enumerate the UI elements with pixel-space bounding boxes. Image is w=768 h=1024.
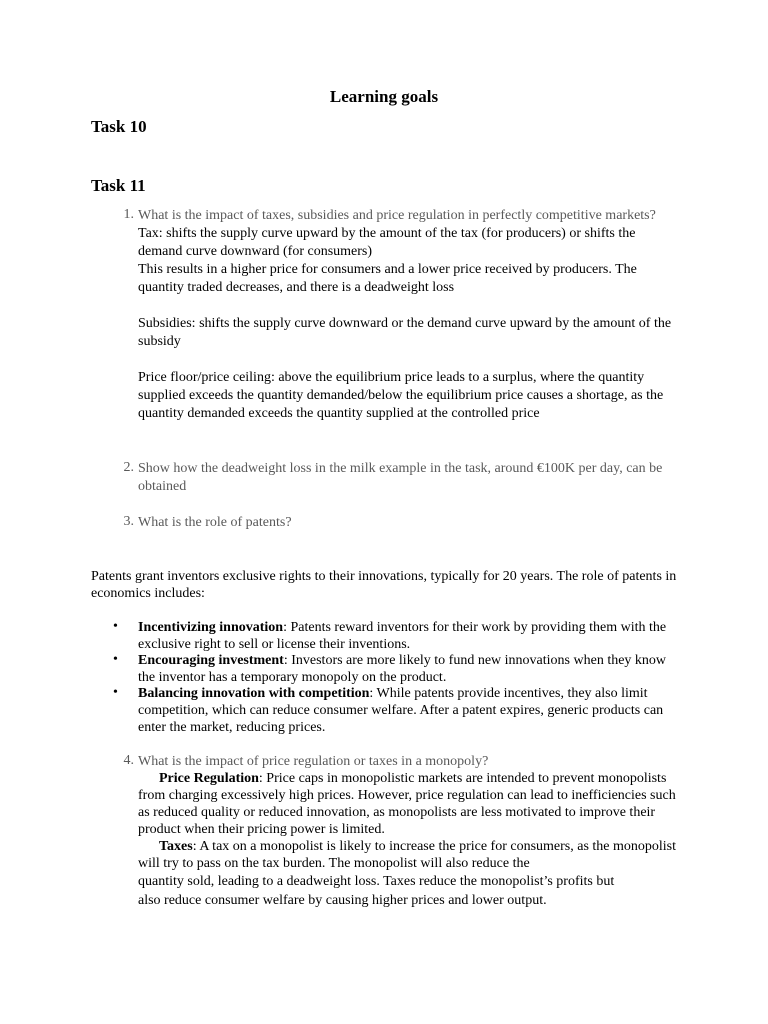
bullet-dot: •	[113, 685, 118, 700]
list-item-4	[138, 753, 683, 910]
bullet-item	[138, 619, 683, 653]
bullet-term: Balancing innovation with competition	[138, 686, 370, 701]
heading-task-10: Task 10	[91, 117, 147, 136]
bullet-dot: •	[113, 652, 118, 667]
question-text: What is the impact of taxes, subsidies and price regulation in perfectly competitive markets?	[138, 208, 656, 223]
bullet-text: : While patents provide incentives, they also limit competition, which can reduce consumer welfare. After a patent expires, generic products can enter the market, reducing prices.	[138, 686, 664, 735]
heading-task-11: Task 11	[91, 176, 146, 195]
list-number: 4.	[123, 753, 134, 768]
list-number: 1.	[123, 207, 134, 222]
bullet-text: : Investors are more likely to fund new innovations when they know the inventor has a temporary monopoly on the product.	[138, 653, 667, 685]
blank-line	[138, 351, 683, 369]
answer-paragraph	[138, 770, 683, 838]
question-text: What is the impact of price regulation or taxes in a monopoly?	[138, 754, 489, 769]
list-number: 2.	[123, 460, 134, 475]
answer-text: : A tax on a monopolist is likely to increase the price for consumers, as the monopolist will try to pass on the tax burden. The monopolist will also reduce the	[138, 839, 677, 871]
answer-paragraph	[138, 838, 683, 872]
answer-text: This results in a higher price for consumers and a lower price received by producers. The quantity traded decreases, and there is a deadweight loss	[138, 262, 637, 295]
answer-text: quantity sold, leading to a deadweight loss. Taxes reduce the monopolist’s profits but	[138, 874, 615, 889]
patents-intro: Patents grant inventors exclusive rights to their innovations, typically for 20 years. The role of patents in economics includes:	[91, 569, 677, 601]
bullet-item	[138, 652, 683, 686]
bullet-item	[138, 685, 683, 736]
list-item-3: What is the role of patents?	[138, 515, 292, 530]
answer-text: : Price caps in monopolistic markets are intended to prevent monopolists from charging excessively high prices. However, price regulation can lead to inefficiencies such as reduced quality or reduced innovation, as monopolists are less motivated to improve their product when their pricing power is limited.	[138, 771, 676, 837]
bullet-dot: •	[113, 619, 118, 634]
answer-text: Price floor/price ceiling: above the equilibrium price leads to a surplus, where the quantity supplied exceeds the quantity demanded/below the equilibrium price causes a shortage, as the quantity demanded exceeds the quantity supplied at the controlled price	[138, 370, 664, 421]
bullet-term: Incentivizing innovation	[138, 620, 284, 635]
answer-term: Price Regulation	[159, 771, 259, 786]
bullet-term: Encouraging investment	[138, 653, 284, 668]
list-item-1	[138, 207, 683, 423]
answer-text: Subsidies: shifts the supply curve downward or the demand curve upward by the amount of the subsidy	[138, 316, 672, 349]
bullet-text: : Patents reward inventors for their work by providing them with the exclusive right to sell or license their inventions.	[138, 620, 667, 652]
answer-text: Tax: shifts the supply curve upward by the amount of the tax (for producers) or shifts the demand curve downward (for consumers)	[138, 226, 636, 259]
answer-term: Taxes	[159, 839, 193, 854]
list-number: 3.	[123, 514, 134, 529]
answer-text: also reduce consumer welfare by causing higher prices and lower output.	[138, 893, 547, 908]
list-item-2: Show how the deadweight loss in the milk example in the task, around €100K per day, can be obtained	[138, 461, 663, 494]
page-title: Learning goals	[329, 87, 439, 106]
blank-line	[138, 297, 683, 315]
